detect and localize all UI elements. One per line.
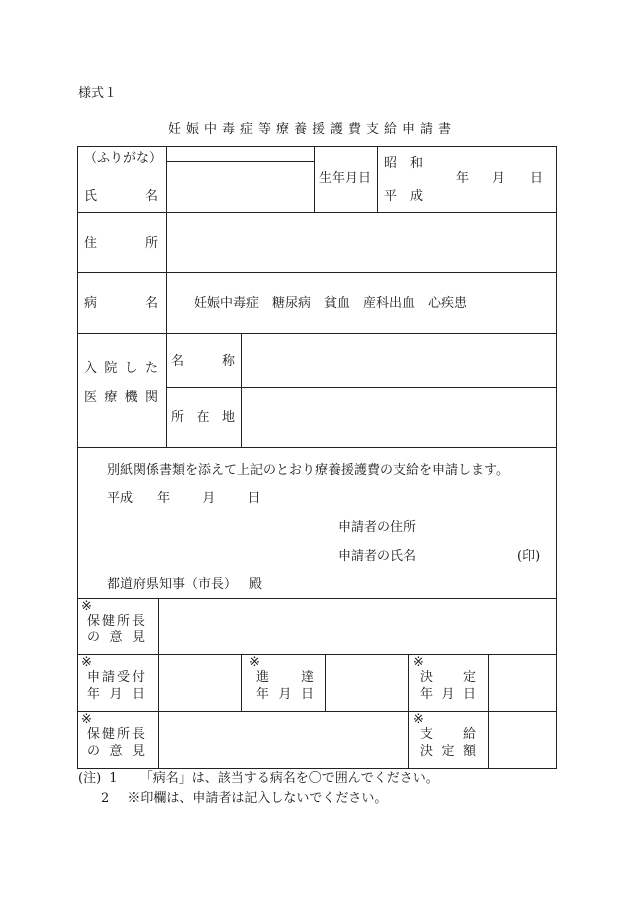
decision-date-field[interactable]	[489, 655, 556, 711]
birth-day-label: 日	[530, 171, 544, 186]
health-center-opinion2-label-line2: の 意 見	[87, 744, 145, 759]
payment-amount-field[interactable]	[489, 712, 556, 768]
date-year: 年	[157, 491, 171, 506]
transmit-date-label-line2: 年 月 日	[256, 687, 314, 702]
receipt-date-field[interactable]	[159, 655, 241, 711]
application-date	[107, 492, 260, 505]
payment-amount-label-line1: 支 給	[420, 727, 476, 742]
hospital-name-label: 名 称	[171, 354, 235, 369]
date-month: 月	[202, 491, 216, 506]
office-mark: ※	[81, 712, 92, 727]
transmit-date-field[interactable]	[326, 655, 408, 711]
hospital-location-field[interactable]	[242, 388, 556, 447]
address-label: 住 所	[84, 236, 158, 251]
name-field[interactable]	[167, 162, 314, 212]
health-center-opinion2-label-line1: 保 健 所 長	[87, 727, 145, 742]
seal-mark: (印)	[517, 549, 541, 564]
hospital-label-line2: 医 療 機 関	[84, 390, 158, 405]
receipt-date-label-line1: 申 請 受 付	[87, 670, 145, 685]
note-1-text: 「病名」は、該当する病名を〇で囲んでください。	[139, 771, 439, 786]
note-2-number: 2	[101, 791, 110, 806]
decision-date-label-line2: 年 月 日	[420, 687, 476, 702]
health-center-opinion-label-line1: 保 健 所 長	[87, 614, 145, 629]
disease-options[interactable]: 妊娠中毒症 糖尿病 貧血 産科出血 心疾患	[194, 296, 468, 311]
applicant-name-label: 申請者の氏名	[338, 549, 417, 564]
office-mark: ※	[413, 655, 424, 670]
office-mark: ※	[413, 712, 424, 727]
office-mark: ※	[81, 599, 92, 614]
health-center-opinion-field[interactable]	[159, 599, 556, 654]
note-2-text: ※印欄は、申請者は記入しないでください。	[127, 791, 388, 806]
era-showa: 昭 和	[384, 156, 424, 171]
applicant-address-label: 申請者の住所	[338, 520, 417, 535]
form-title: 妊娠中毒症等療養援護費支給申請書	[168, 122, 457, 137]
note-prefix: (注)	[78, 771, 102, 786]
hospital-label-line1: 入 院 し た	[84, 361, 158, 376]
disease-label: 病 名	[84, 296, 158, 311]
transmit-date-label-line1: 進 達	[256, 670, 314, 685]
addressee: 都道府県知事（市長）	[107, 577, 238, 592]
birthdate-label: 生年月日	[319, 171, 372, 186]
note-2	[101, 792, 387, 805]
form-number: 様式１	[78, 86, 118, 101]
furigana-field[interactable]	[167, 147, 314, 161]
health-center-opinion2-field[interactable]	[159, 712, 408, 768]
office-mark: ※	[249, 655, 260, 670]
note-1	[78, 772, 439, 785]
decision-date-label-line1: 決 定	[420, 670, 476, 685]
honorific: 殿	[249, 577, 263, 592]
birth-year-label: 年	[456, 171, 470, 186]
era-heisei: 平 成	[384, 189, 424, 204]
birth-month-label: 月	[492, 171, 506, 186]
hospital-location-label: 所 在 地	[171, 410, 235, 425]
note-1-number: 1	[109, 771, 118, 786]
declaration-text: 別紙関係書類を添えて上記のとおり療養援護費の支給を申請します。	[107, 463, 509, 478]
address-field[interactable]	[167, 213, 556, 272]
name-label: 氏 名	[84, 189, 158, 204]
hospital-name-field[interactable]	[242, 334, 556, 387]
office-mark: ※	[81, 655, 92, 670]
payment-amount-label-line2: 決 定 額	[420, 744, 476, 759]
furigana-label: （ふりがな）	[84, 151, 163, 166]
health-center-opinion-label-line2: の 意 見	[87, 630, 145, 645]
receipt-date-label-line2: 年 月 日	[87, 687, 145, 702]
date-era: 平成	[107, 491, 134, 506]
date-day: 日	[247, 491, 261, 506]
